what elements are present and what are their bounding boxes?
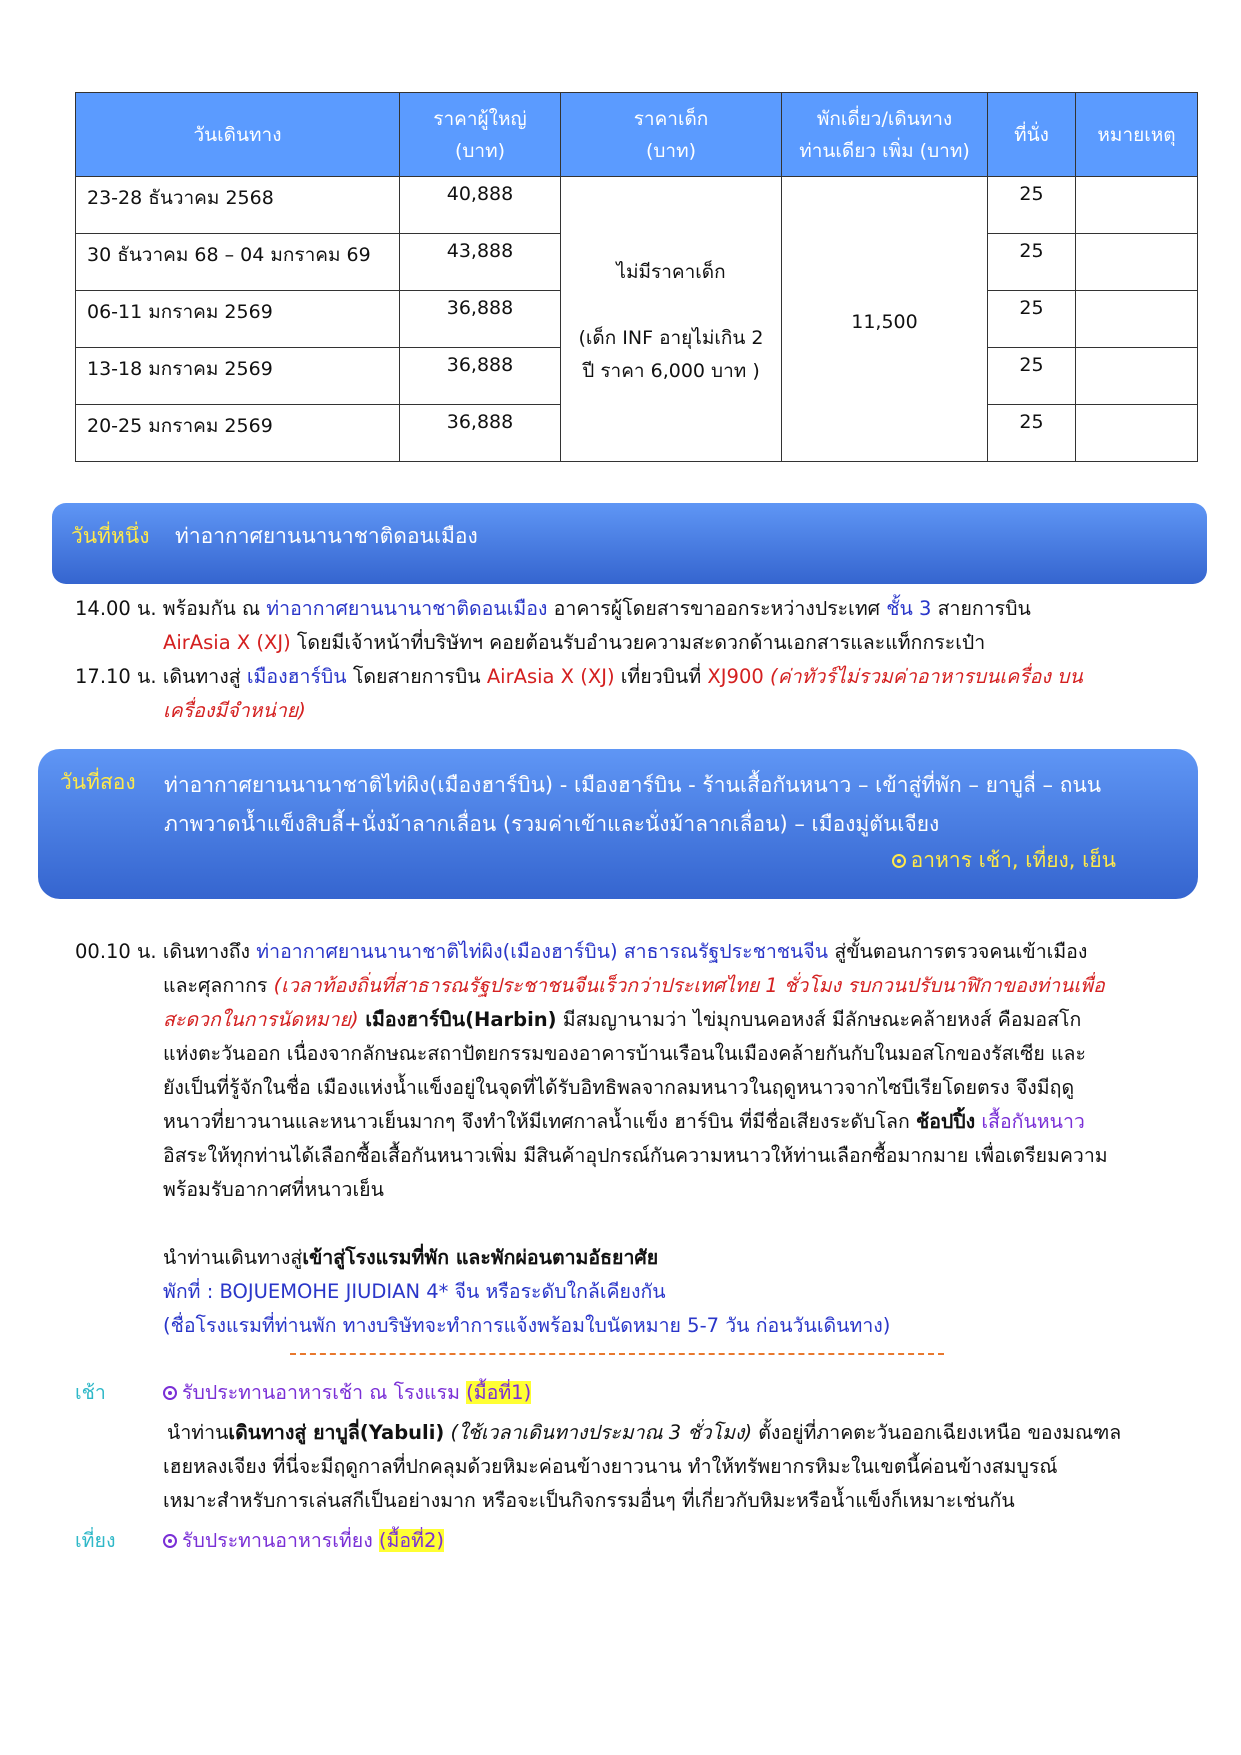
- day2-line-5: ยังเป็นที่รู้จักในชื่อ เมืองแห่งน้ำแข็งอยู่ในจุดที่ได้รับอิทธิพลจากลมหนาวในฤดูหนาวจากไซบีเรียโดยตรง จึงมีฤดู: [163, 1076, 1075, 1099]
- meal-icon: [163, 1386, 177, 1400]
- cell-note: [1076, 234, 1198, 291]
- day1-line-1: 14.00 น. พร้อมกัน ณ ท่าอากาศยานนานาชาติดอนเมือง อาคารผู้โดยสารขาออกระหว่างประเทศ ชั้น 3 สายการบิน: [75, 597, 1031, 620]
- yabuli-line-2: เฮยหลงเจียง ที่นี่จะมีฤดูกาลที่ปกคลุมด้วยหิมะค่อนข้างยาวนาน ทำให้ทรัพยากรหิมะในเขตนี้ค่อนข้างสมบูรณ์: [163, 1455, 1058, 1478]
- breakfast-line: รับประทานอาหารเช้า ณ โรงแรม (มื้อที่1): [163, 1376, 531, 1410]
- day1-tag: วันที่หนึ่ง: [71, 524, 150, 548]
- day2-title: ท่าอากาศยานนานาชาติไท่ผิง(เมืองฮาร์บิน) - เมืองฮาร์บิน - ร้านเสื้อกันหนาว – เข้าสู่ที่พัก – ยาบูลี่ – ถนน ภาพวาดน้ำแข็งสิบลี้+นั่งม้าลากเลื่อน (รวมค่าเข้าและนั่งม้าลากเลื่อน) – เมืองมู่ตันเจียง: [164, 773, 1102, 836]
- header-child-price: ราคาเด็ก (บาท): [561, 93, 782, 177]
- day2-line-8: พร้อมรับอากาศที่หนาวเย็น: [163, 1178, 384, 1201]
- day2-banner: [38, 749, 1198, 899]
- cell-seats: 25: [988, 348, 1076, 405]
- cell-seats: 25: [988, 291, 1076, 348]
- yabuli-line-1: นำท่านเดินทางสู่ ยาบูลี่(Yabuli) (ใช้เวลาเดินทางประมาณ 3 ชั่วโมง) ตั้งอยู่ที่ภาคตะวันออกเฉียงเหนือ ของมณฑล: [167, 1421, 1122, 1444]
- day1-line-3: 17.10 น. เดินทางสู่ เมืองฮาร์บิน โดยสายการบิน AirAsia X (XJ) เที่ยวบินที่ XJ900 (ค่าทัวร์ไม่รวมค่าอาหารบนเครื่อง บน: [75, 665, 1083, 688]
- price-table: [75, 92, 1198, 462]
- cell-date: 23-28 ธันวาคม 2568: [76, 177, 400, 234]
- meal-badge: (มื้อที่2): [378, 1529, 444, 1552]
- cell-adult-price: 40,888: [400, 177, 561, 234]
- hotel-note: (ชื่อโรงแรมที่ท่านพัก ทางบริษัทจะทำการแจ้งพร้อมใบนัดหมาย 5-7 วัน ก่อนวันเดินทาง): [163, 1314, 891, 1337]
- cell-seats: 25: [988, 405, 1076, 462]
- day2-tag: วันที่สอง: [60, 770, 136, 794]
- yabuli-line-3: เหมาะสำหรับการเล่นสกีเป็นอย่างมาก หรือจะเป็นกิจกรรมอื่นๆ ที่เกี่ยวกับหิมะหรือน้ำแข็งก็เหมาะเช่นกัน: [163, 1489, 1015, 1512]
- cell-note: [1076, 405, 1198, 462]
- day1-line-4: เครื่องมีจำหน่าย): [163, 699, 306, 722]
- meal-icon: [163, 1534, 177, 1548]
- header-adult-price: ราคาผู้ใหญ่ (บาท): [400, 93, 561, 177]
- cell-note: [1076, 348, 1198, 405]
- day2-line-4: แห่งตะวันออก เนื่องจากลักษณะสถาปัตยกรรมของอาคารบ้านเรือนในเมืองคล้ายกันกับในมอสโกของรัสเซีย และ: [163, 1042, 1086, 1065]
- table-header-row: [76, 93, 1198, 177]
- meal-icon: [892, 854, 906, 868]
- day2-line-3: สะดวกในการนัดหมาย) เมืองฮาร์บิน(Harbin) มีสมญานามว่า ไข่มุกบนคอหงส์ มีลักษณะคล้ายหงส์ คือมอสโก: [163, 1008, 1082, 1031]
- hotel-name: พักที่ : BOJUEMOHE JIUDIAN 4* จีน หรือระดับใกล้เคียงกัน: [163, 1280, 666, 1303]
- dashed-divider: [290, 1353, 944, 1355]
- day2-line-6: หนาวที่ยาวนานและหนาวเย็นมากๆ จึงทำให้มีเทศกาลน้ำแข็ง ฮาร์บิน ที่มีชื่อเสียงระดับโลก ช้อปปิ้ง เสื้อกันหนาว: [163, 1110, 1085, 1133]
- header-seats: ที่นั่ง: [988, 93, 1076, 177]
- cell-seats: 25: [988, 234, 1076, 291]
- day2-line-1: 00.10 น. เดินทางถึง ท่าอากาศยานนานาชาติไท่ผิง(เมืองฮาร์บิน) สาธารณรัฐประชาชนจีน สู่ขั้นตอนการตรวจคนเข้าเมือง: [75, 940, 1088, 963]
- lunch-line: รับประทานอาหารเที่ยง (มื้อที่2): [163, 1524, 444, 1558]
- day1-banner: [52, 503, 1207, 584]
- cell-date: 20-25 มกราคม 2569: [76, 405, 400, 462]
- cell-adult-price: 36,888: [400, 348, 561, 405]
- cell-note: [1076, 291, 1198, 348]
- cell-date: 06-11 มกราคม 2569: [76, 291, 400, 348]
- hotel-transfer: นำท่านเดินทางสู่เข้าสู่โรงแรมที่พัก และพักผ่อนตามอัธยาศัย: [163, 1246, 659, 1269]
- day2-line-2: และศุลกากร (เวลาท้องถิ่นที่สาธารณรัฐประชาชนจีนเร็วกว่าประเทศไทย 1 ชั่วโมง รบกวนปรับนาฬิกาของท่านเพื่อ: [163, 974, 1105, 997]
- header-note: หมายเหตุ: [1076, 93, 1198, 177]
- day2-meals: อาหาร เช้า, เที่ยง, เย็น: [892, 844, 1116, 877]
- breakfast-label: เช้า: [75, 1381, 106, 1404]
- day1-line-2: AirAsia X (XJ) โดยมีเจ้าหน้าที่บริษัทฯ คอยต้อนรับอำนวยความสะดวกด้านเอกสารและแท็กกระเป๋า: [163, 631, 986, 654]
- cell-adult-price: 36,888: [400, 291, 561, 348]
- cell-date: 30 ธันวาคม 68 – 04 มกราคม 69: [76, 234, 400, 291]
- cell-child-price: ไม่มีราคาเด็ก (เด็ก INF อายุไม่เกิน 2 ปี ราคา 6,000 บาท ): [561, 177, 782, 462]
- cell-adult-price: 36,888: [400, 405, 561, 462]
- lunch-label: เที่ยง: [75, 1529, 116, 1552]
- cell-date: 13-18 มกราคม 2569: [76, 348, 400, 405]
- day1-title: ท่าอากาศยานนานาชาติดอนเมือง: [175, 524, 478, 548]
- cell-note: [1076, 177, 1198, 234]
- cell-single-supplement: 11,500: [782, 177, 988, 462]
- day2-line-7: อิสระให้ทุกท่านได้เลือกซื้อเสื้อกันหนาวเพิ่ม มีสินค้าอุปกรณ์กันความหนาวให้ท่านเลือกซื้อมากมาย เพื่อเตรียมความ: [163, 1144, 1108, 1167]
- cell-adult-price: 43,888: [400, 234, 561, 291]
- meal-badge: (มื้อที่1): [466, 1381, 532, 1404]
- header-date: วันเดินทาง: [76, 93, 400, 177]
- cell-seats: 25: [988, 177, 1076, 234]
- header-single-supplement: พักเดี่ยว/เดินทาง ท่านเดียว เพิ่ม (บาท): [782, 93, 988, 177]
- table-row: [76, 177, 1198, 234]
